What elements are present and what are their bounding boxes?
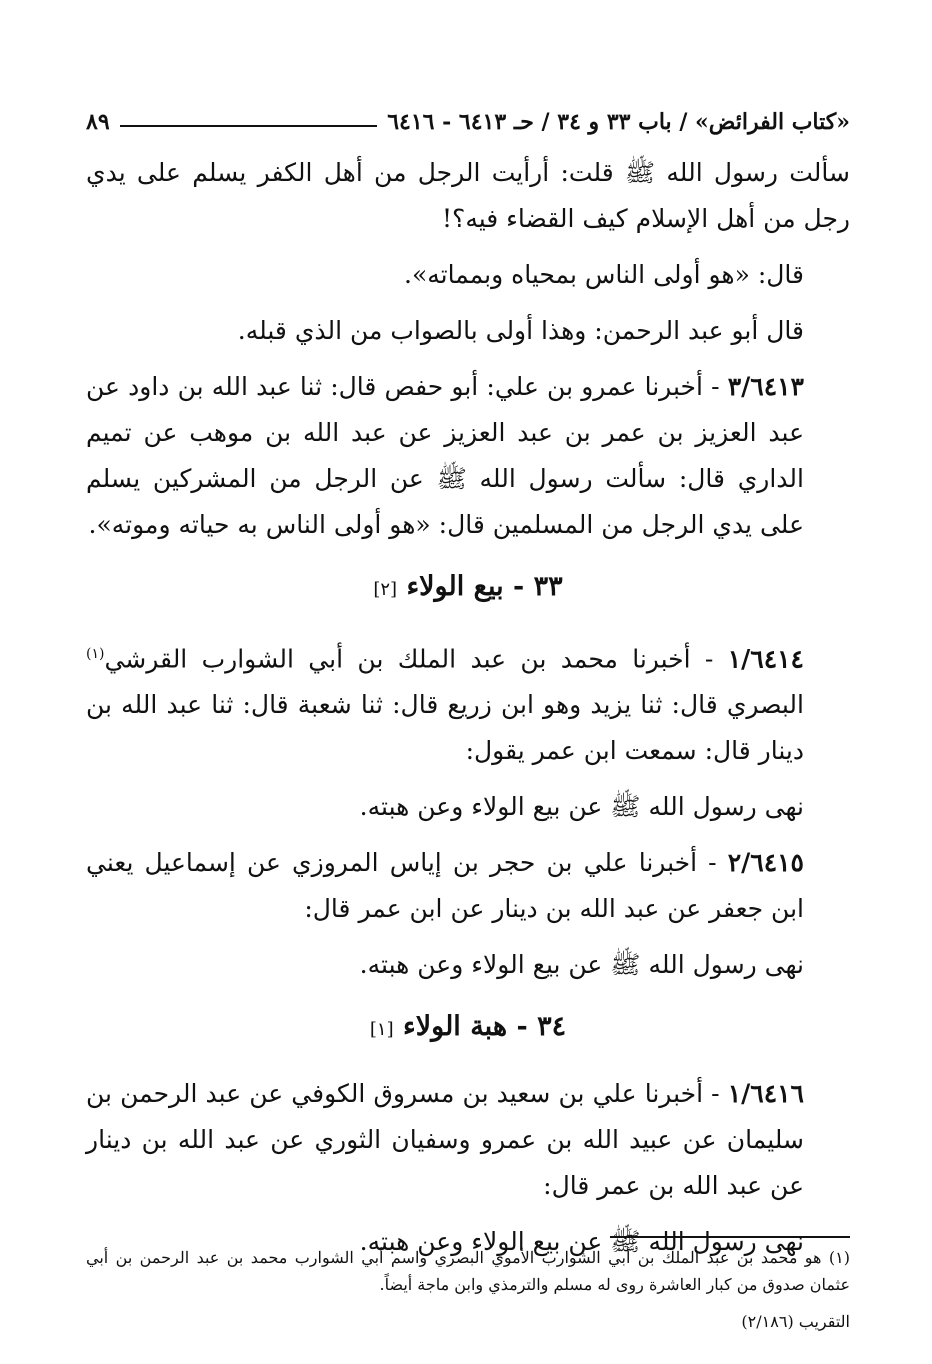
hadith-matn: نهى رسول الله ﷺ عن بيع الولاء وعن هبته. [359, 950, 804, 980]
section-heading [86, 1004, 850, 1053]
running-title: «كتاب الفرائض» / باب ٣٣ و ٣٤ / حـ ٦٤١٣ - ٦٤١٦ [387, 109, 850, 135]
hadith-matn: نهى رسول الله ﷺ عن بيع الولاء وعن هبته. [359, 1227, 804, 1257]
footnote-reference: التقريب (٢/١٨٦) [741, 1312, 850, 1331]
section-mark: [٢] [373, 579, 398, 600]
paragraph: قال: «هو أولى الناس بمحياه وبمماته». [404, 260, 804, 289]
main-text [86, 150, 850, 1275]
hadith-text: - أخبرنا علي بن حجر بن إياس المروزي عن إسماعيل يعني ابن جعفر عن عبد الله بن دينار عن ابن عمر قال: [86, 848, 804, 924]
hadith-number: ١/٦٤١٤ [727, 644, 804, 674]
footnotes [86, 1244, 850, 1335]
footnote-divider [610, 1236, 850, 1238]
paragraph: سألت رسول الله ﷺ قلت: أرأيت الرجل من أهل الكفر يسلم على يدي رجل من أهل الإسلام كيف القضاء فيه؟! [86, 158, 850, 233]
hadith-6413 [86, 364, 850, 548]
running-header [86, 102, 850, 142]
section-title: ٣٣ - بيع الولاء [406, 571, 563, 602]
section-title: ٣٤ - هبة الولاء [403, 1011, 567, 1043]
hadith-matn: نهى رسول الله ﷺ عن بيع الولاء وعن هبته. [359, 792, 804, 822]
hadith-text: - أخبرنا محمد بن عبد الملك بن أبي الشوارب القرشي [104, 644, 714, 674]
section-mark: [١] [369, 1019, 394, 1041]
hadith-number: ١/٦٤١٦ [727, 1079, 804, 1109]
hadith-6414 [86, 631, 850, 774]
footnote-marker: (١) [86, 646, 105, 662]
section-heading [86, 564, 850, 613]
hadith-6416 [86, 1071, 850, 1209]
hadith-6415 [86, 840, 850, 932]
page-number: ٨٩ [86, 109, 110, 135]
hadith-number: ٢/٦٤١٥ [727, 848, 804, 878]
hadith-number: ٣/٦٤١٣ [727, 372, 804, 401]
hadith-text: البصري قال: ثنا يزيد وهو ابن زريع قال: ثنا شعبة قال: ثنا عبد الله بن دينار قال: سمعت ابن عمر يقول: [86, 690, 804, 766]
hadith-text: - أخبرنا عمرو بن علي: أبو حفص قال: ثنا عبد الله بن داود عن عبد العزيز بن عمر بن عبد العزيز عن عبد الله بن موهب عن تميم الداري قال: سألت رسول الله ﷺ عن الرجل من المشركين يسلم على يدي الرجل من المسلمين قال: «هو أولى الناس به حياته وموته». [86, 372, 804, 539]
footnote-1: (١) هو محمد بن عبد الملك بن أبي الشوارب الأموي البصري واسم أبي الشوارب محمد بن عبد الرحمن بن أبي عثمان صدوق من كبار العاشرة روى له مسلم والترمذي وابن ماجة أيضاً. [86, 1248, 850, 1294]
header-rule [120, 125, 378, 127]
hadith-text: - أخبرنا علي بن سعيد بن مسروق الكوفي عن عبد الرحمن بن سليمان عن عبيد الله بن عمرو وسفيان الثوري عن عبد الله بن دينار عن عبد الله بن عمر قال: [86, 1079, 804, 1201]
paragraph: قال أبو عبد الرحمن: وهذا أولى بالصواب من الذي قبله. [237, 316, 804, 345]
